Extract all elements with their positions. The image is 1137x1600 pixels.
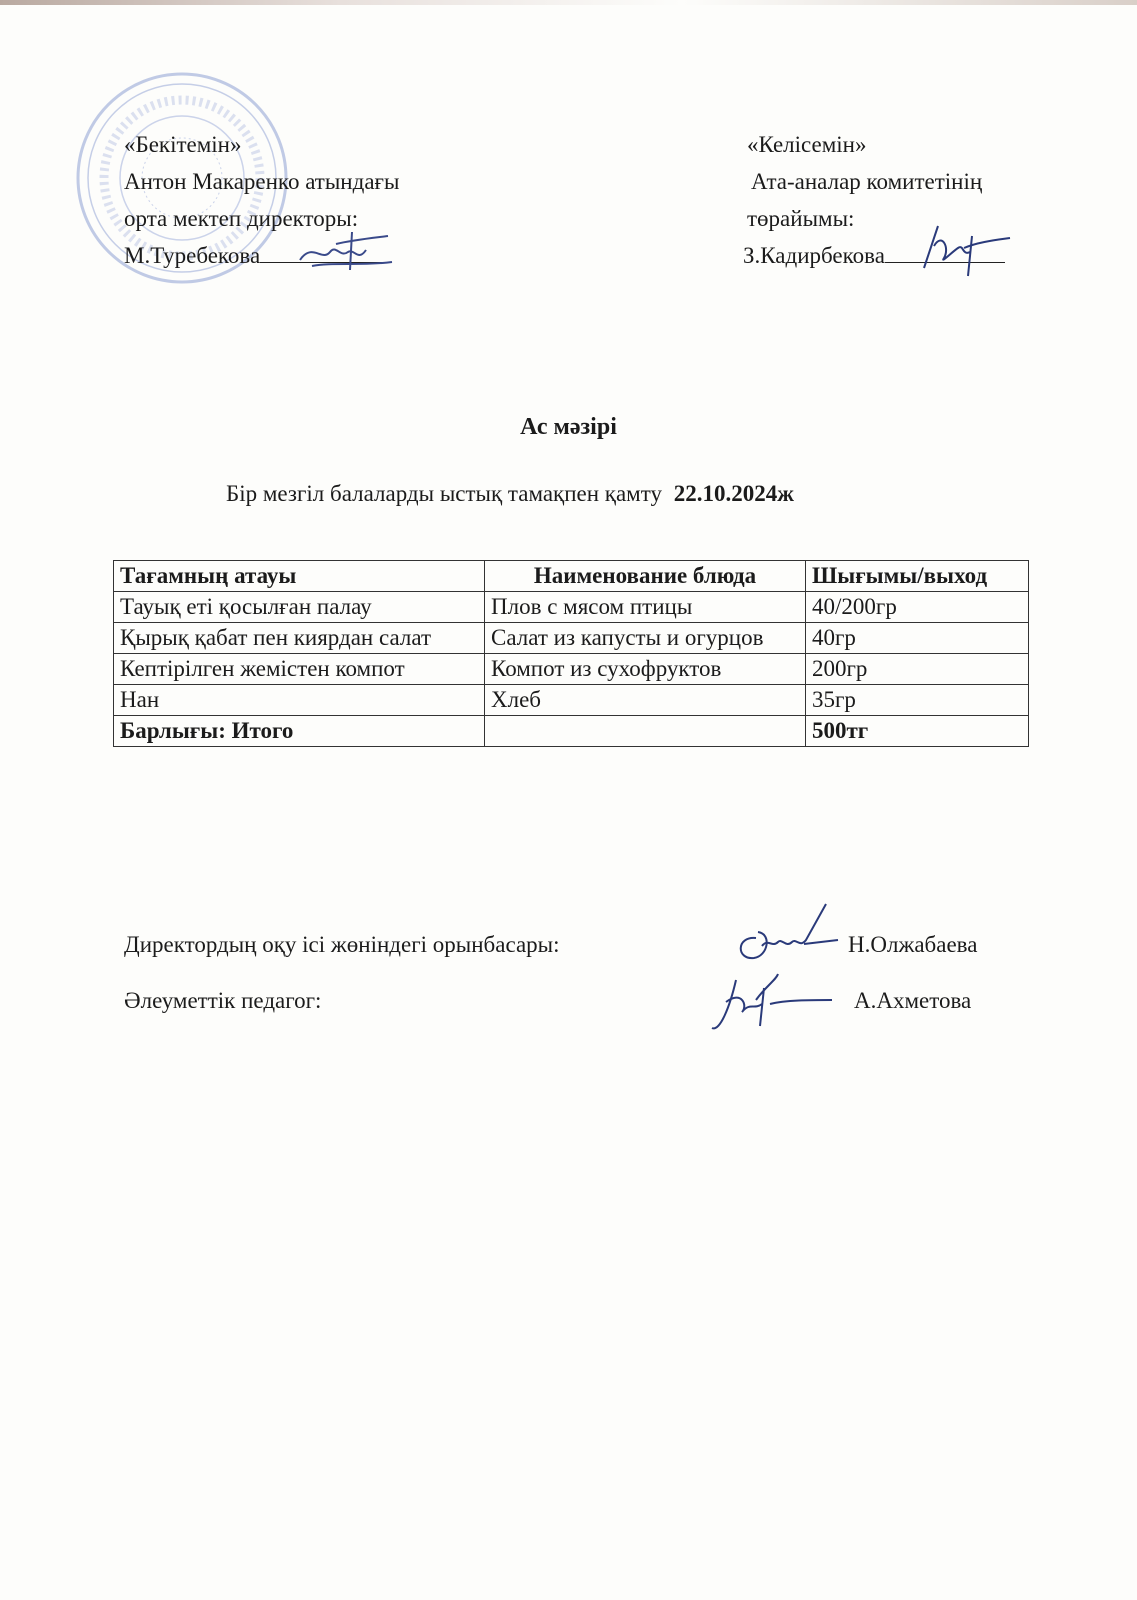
dish-russian: Хлеб — [485, 685, 806, 716]
dish-russian: Салат из капусты и огурцов — [485, 623, 806, 654]
agreement-heading: «Келісемін» — [747, 132, 867, 157]
dish-kazakh: Кептірілген жемістен компот — [114, 654, 485, 685]
agreement-line-2: төрайымы: — [747, 206, 855, 231]
table-row — [114, 592, 1029, 623]
deputy-name: Н.Олжабаева — [848, 932, 978, 957]
agreement-line-1: Ата-аналар комитетінің — [751, 169, 983, 194]
approval-block — [124, 126, 399, 274]
approval-heading: «Бекітемін» — [124, 132, 242, 157]
dish-kazakh: Нан — [114, 685, 485, 716]
director-signature-line — [260, 238, 392, 263]
dish-yield: 40/200гр — [806, 592, 1029, 623]
approval-line-1: Антон Макаренко атындағы — [124, 169, 400, 194]
table-row — [114, 685, 1029, 716]
director-name: М.Туребекова — [124, 243, 261, 268]
committee-chair-name: З.Кадирбекова — [743, 243, 885, 268]
table-total-row — [114, 716, 1029, 747]
menu-date: 22.10.2024ж — [673, 481, 794, 506]
subtitle-text: Бір мезгіл балаларды ыстық тамақпен қамту — [226, 481, 662, 506]
total-price: 500тг — [806, 716, 1029, 747]
agreement-block — [743, 126, 1005, 274]
dish-russian: Плов с мясом птицы — [485, 592, 806, 623]
header-kazakh-name: Тағамның атауы — [114, 561, 485, 592]
page-edge — [0, 0, 1137, 5]
dish-yield: 200гр — [806, 654, 1029, 685]
menu-table — [113, 560, 1029, 747]
header-yield: Шығымы/выход — [806, 561, 1029, 592]
menu-subtitle — [226, 481, 794, 507]
header-russian-name: Наименование блюда — [485, 561, 806, 592]
menu-title: Ас мәзірі — [520, 414, 617, 440]
table-header-row — [114, 561, 1029, 592]
total-empty — [485, 716, 806, 747]
dish-russian: Компот из сухофруктов — [485, 654, 806, 685]
deputy-role: Директордың оқу ісі жөніндегі орынбасары: — [124, 932, 560, 957]
chair-signature-line — [885, 238, 1005, 263]
total-label: Барлығы: Итого — [114, 716, 485, 747]
dish-kazakh: Тауық еті қосылған палау — [114, 592, 485, 623]
table-row — [114, 623, 1029, 654]
dish-yield: 35гр — [806, 685, 1029, 716]
social-pedagogue-signature — [706, 966, 846, 1036]
social-pedagogue-role: Әлеуметтік педагог: — [124, 988, 322, 1013]
dish-yield: 40гр — [806, 623, 1029, 654]
deputy-signature — [728, 898, 848, 968]
approval-line-2: орта мектеп директоры: — [124, 206, 359, 231]
social-pedagogue-name: А.Ахметова — [854, 988, 972, 1013]
dish-kazakh: Қырық қабат пен киярдан салат — [114, 623, 485, 654]
table-row — [114, 654, 1029, 685]
